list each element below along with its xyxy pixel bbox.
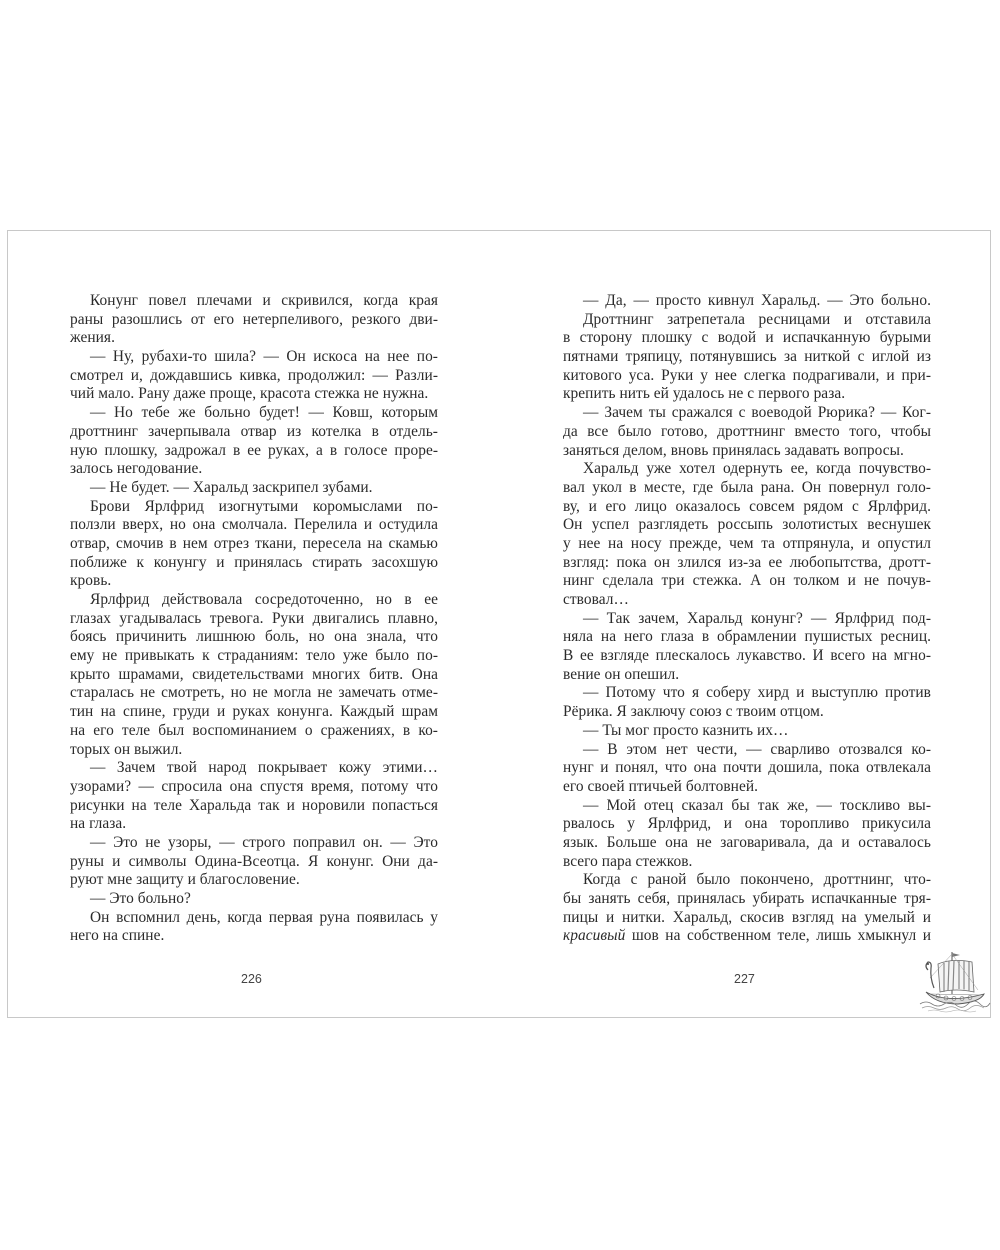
text-line: раны разошлись от его нетерпеливого, резкого дви-: [70, 310, 438, 328]
text-line: крепить нить ей удалось не с первого раза.: [563, 385, 846, 403]
text-line: пицы и нитки. Харальд, скосив взгляд на умелый и: [563, 908, 931, 926]
text-line: Харальд уже хотел одернуть ее, когда почувство-: [583, 460, 931, 478]
text-line: тин на спине, груди и руках конунга. Каждый шрам: [70, 703, 438, 721]
line-text: шов на собственном теле, лишь хмыкнул и: [625, 927, 931, 945]
text-line: ему не привыкать к страданиям: тело уже было по-: [70, 647, 438, 665]
text-line: у нее на носу прежде, чем та отпрянула, и опустил: [563, 534, 931, 552]
text-line: — Мой отец сказал бы так же, — тоскливо вы-: [583, 796, 931, 814]
text-line: няла на него глаза в обрамлении пушистых ресниц.: [563, 628, 931, 646]
text-line: — В этом нет чести, — сварливо отозвался ко-: [583, 740, 931, 758]
text-line: ву, и его лицо оказалось совсем рядом с Ярлфрид.: [563, 497, 931, 515]
text-line: да все было готово, дроттнинг вместо того, чтобы: [563, 422, 931, 440]
viking-longship-icon: [918, 948, 992, 1014]
text-line: Брови Ярлфрид изогнутыми коромыслами по-: [90, 497, 438, 515]
text-line: Конунг повел плечами и скривился, когда края: [90, 292, 438, 309]
text-line: — Да, — просто кивнул Харальд. — Это больно.: [583, 292, 931, 309]
italic-word: красивый: [563, 927, 626, 945]
text-line: китового уса. Руки у нее слегка подрагивали, и при-: [563, 366, 931, 384]
left-page-text: [70, 292, 438, 946]
text-line: — Зачем ты сражался с воеводой Рюрика? — Ког-: [583, 404, 931, 422]
text-line: — Не будет. — Харальд заскрипел зубами.: [90, 478, 373, 496]
text-line: Дроттнинг затрепетала ресницами и отставила: [583, 310, 931, 328]
text-line: всего пара стежков.: [563, 852, 693, 870]
text-line: — Ну, рубахи-то шила? — Он искоса на нее по-: [90, 348, 438, 366]
text-line: язык. Больше она не заговаривала, да и оставалось: [563, 833, 931, 851]
text-line: ную плошку, задрожал в ее руках, а в голосе проре-: [70, 441, 438, 459]
text-line: бы занять себя, принялась убирать испачканные тря-: [563, 890, 931, 907]
text-line: Рёрика. Я заключу союз с твоим отцом.: [563, 703, 824, 721]
text-line: пятнами тряпицу, потянувшись за ниткой с иглой из: [563, 348, 931, 366]
text-line: руют мне защиту и благословение.: [70, 871, 300, 889]
text-line: старалась не смотреть, но не могла не замечать отме-: [70, 684, 438, 702]
right-page-text: [563, 292, 931, 946]
text-line: — Потому что я соберу хирд и выступлю против: [583, 684, 931, 702]
text-line: — Зачем твой народ покрывает кожу этими…: [90, 759, 438, 777]
text-line: вение он опешил.: [563, 665, 680, 683]
text-line: него на спине.: [70, 927, 165, 945]
text-line: на глаза.: [70, 815, 127, 833]
text-line: крыто шрамами, свидетельствами многих битв. Она: [70, 665, 438, 683]
text-line: чий мало. Рану даже проще, красота стежка не нужна.: [70, 385, 429, 403]
page-number-right: 227: [734, 972, 755, 986]
text-line: кровь.: [70, 572, 112, 590]
text-line: его своей птичьей болтовней.: [563, 777, 759, 795]
text-line: рвалось у Ярлфрид, и она торопливо прикусила: [563, 815, 931, 833]
text-line: вал укол в месте, где была рана. Он повернул голо-: [563, 478, 931, 496]
text-line: поближе к конунгу и принялась стирать засохшую: [70, 553, 438, 571]
text-line: Когда с раной было покончено, дроттнинг, что-: [583, 871, 931, 889]
text-line: В ее взгляде плескалось лукавство. И всего на мгно-: [563, 647, 931, 665]
text-line: — Но тебе же больно будет! — Ковш, которым: [90, 404, 438, 422]
text-line: жения.: [70, 329, 115, 347]
text-line: — Это больно?: [90, 890, 191, 907]
text-line: — Так зачем, Харальд конунг? — Ярлфрид под-: [583, 609, 931, 627]
text-line: узорами? — спросила она спустя время, потому что: [70, 777, 438, 795]
text-line: нунг и понял, что она почти дошила, пока отвлекала: [563, 759, 931, 777]
text-line: Он успел разглядеть россыпь золотистых веснушек: [563, 516, 931, 534]
text-line: дроттнинг зачерпывала отвар из котелка в отдель-: [70, 422, 438, 440]
text-line: ползли вверх, но она смолчала. Перелила и остудила: [70, 516, 438, 534]
text-line: залось негодование.: [70, 460, 203, 478]
text-line: — Ты мог просто казнить их…: [583, 721, 789, 739]
text-line: смотрел и, дождавшись кивка, продолжил: — Разли-: [70, 366, 438, 384]
text-line: глазах угадывалась тревога. Руки двигались плавно,: [70, 609, 438, 627]
text-line: [563, 927, 931, 946]
text-line: в сторону плошку с водой и испачканную бурыми: [563, 329, 931, 347]
page-number-left: 226: [241, 972, 262, 986]
text-line: Он вспомнил день, когда первая руна появилась у: [90, 908, 438, 926]
text-line: на его теле был воспоминанием о сражениях, в ко-: [70, 721, 438, 739]
text-line: нинг сделала три стежка. А он толком и не почув-: [563, 572, 931, 590]
text-line: заняться делом, вновь принялась задавать вопросы.: [563, 441, 904, 459]
text-line: торых он выжил.: [70, 740, 183, 758]
text-line: Ярлфрид действовала сосредоточенно, но в ее: [90, 591, 438, 608]
text-line: взгляд: пока он злился из-за ее любопытства, дротт-: [563, 553, 931, 571]
text-line: руны и символы Одина-Всеотца. Я конунг. Они да-: [70, 852, 438, 870]
text-line: — Это не узоры, — строго поправил он. — Это: [90, 833, 438, 851]
text-line: боясь причинить лишнюю боль, но она знала, что: [70, 628, 438, 646]
text-line: ствовал…: [563, 591, 629, 608]
text-line: рисунки на теле Харальда так и норовили попасться: [70, 796, 438, 814]
text-line: отвар, смочив в нем отрез ткани, пересела на скамью: [70, 534, 438, 552]
